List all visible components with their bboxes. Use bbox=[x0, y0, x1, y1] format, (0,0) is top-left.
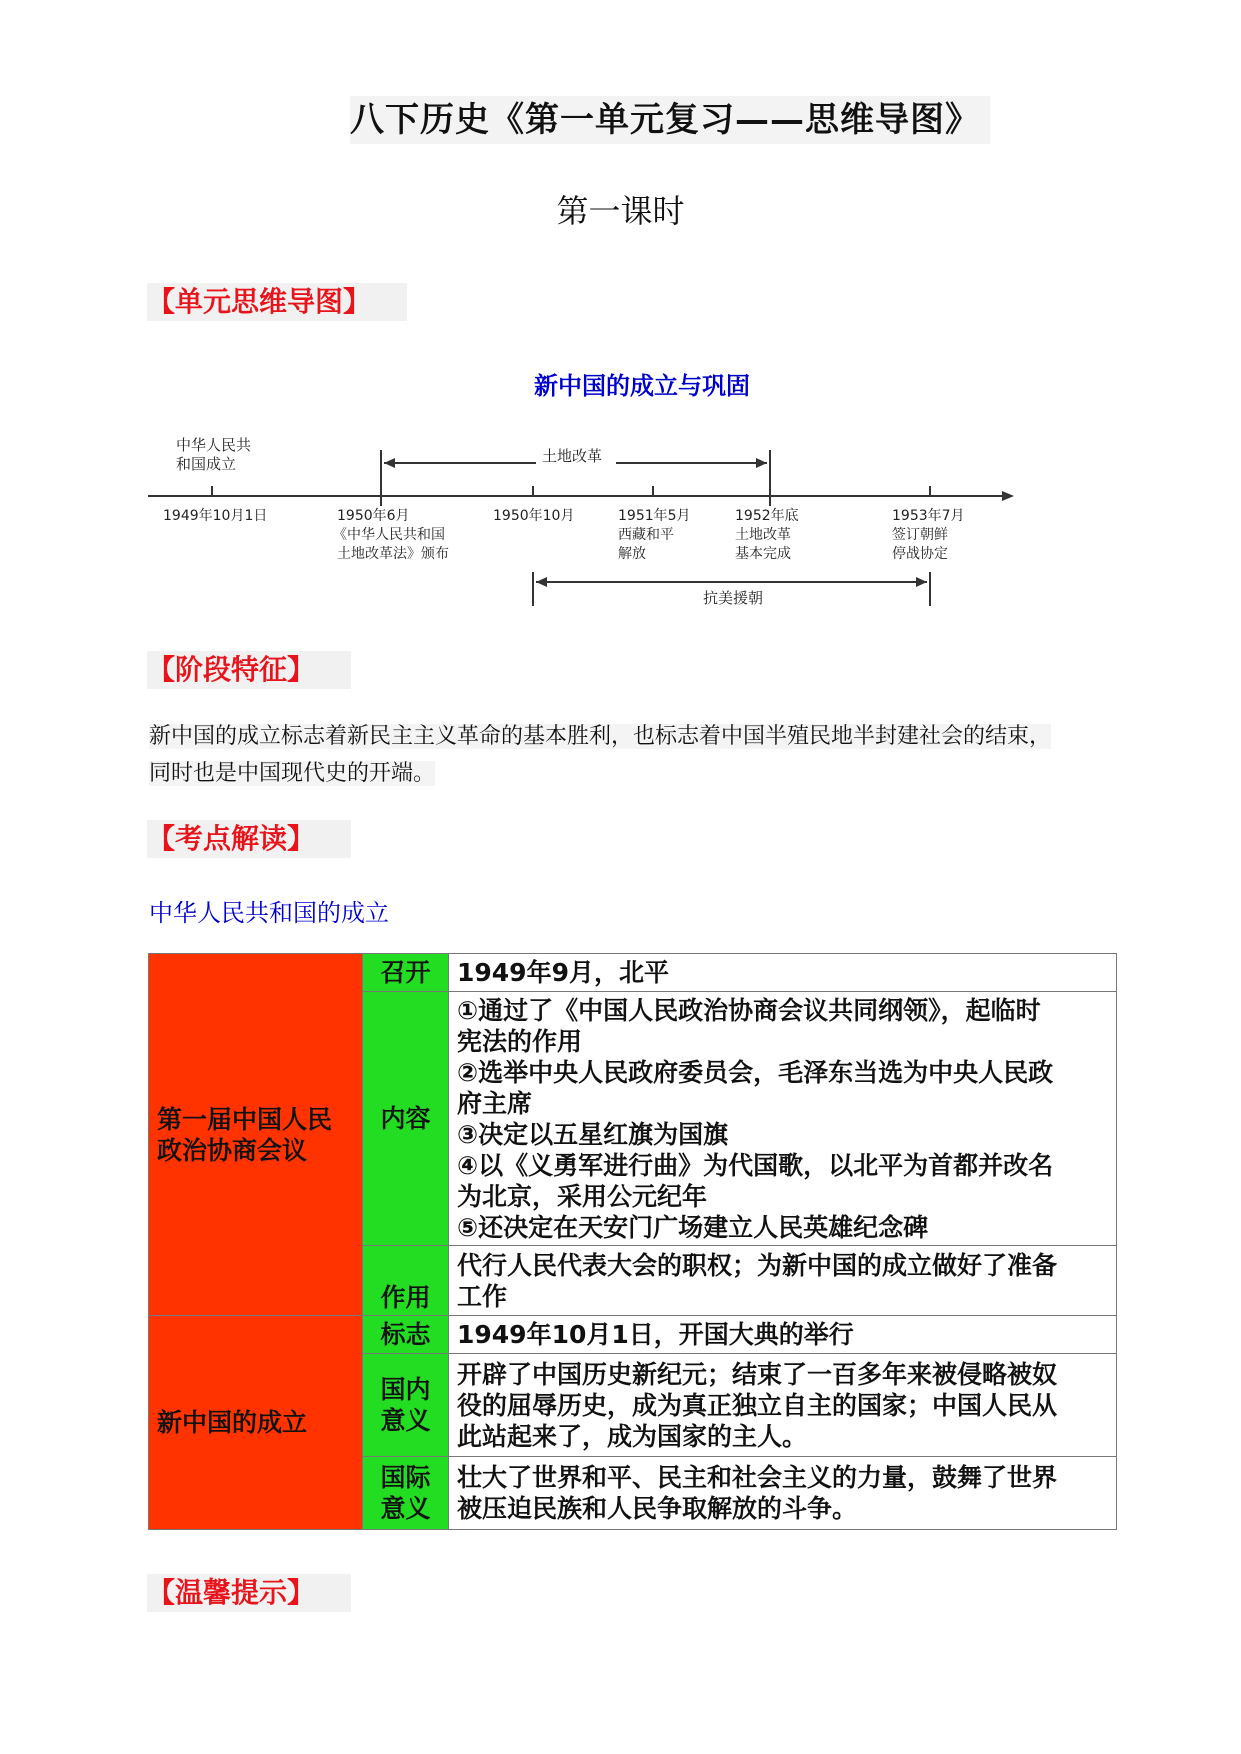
intl-value bbox=[449, 1457, 1117, 1530]
intl-line: 壮大了世界和平、民主和社会主义的力量，鼓舞了世界 bbox=[457, 1463, 1058, 1492]
event-date: 1950年6月 bbox=[337, 508, 410, 524]
convene-value bbox=[449, 954, 1117, 992]
event-date: 1949年10月1日 bbox=[163, 508, 268, 524]
content-value bbox=[449, 992, 1117, 1246]
role-line: 工作 bbox=[457, 1281, 508, 1311]
domestic-line: 此站起来了，成为国家的主人。 bbox=[457, 1421, 808, 1451]
mark-value bbox=[449, 1316, 1117, 1354]
intl-key-line: 意义 bbox=[380, 1494, 431, 1523]
intl-key bbox=[363, 1457, 449, 1530]
event-desc: 基本完成 bbox=[735, 546, 791, 562]
content-line: ⑤还决定在天安门广场建立人民英雄纪念碑 bbox=[457, 1212, 929, 1242]
content-key: 内容 bbox=[363, 992, 449, 1246]
page-title: 八下历史《第一单元复习——思维导图》 bbox=[350, 96, 990, 144]
event-date: 1952年底 bbox=[735, 508, 799, 524]
prc-founding-table bbox=[148, 953, 1117, 1530]
section-features: 【阶段特征】 bbox=[147, 651, 351, 689]
event-desc: 土地改革法》颁布 bbox=[337, 546, 449, 562]
role-value bbox=[449, 1246, 1117, 1316]
timeline-title: 新中国的成立与巩固 bbox=[534, 371, 750, 400]
founding-label-2: 和国成立 bbox=[176, 455, 237, 473]
role-line: 代行人民代表大会的职权；为新中国的成立做好了准备 bbox=[457, 1250, 1058, 1280]
features-line-2: 同时也是中国现代史的开端。 bbox=[149, 761, 436, 786]
content-line: 府主席 bbox=[457, 1088, 533, 1118]
role-key: 作用 bbox=[363, 1246, 449, 1316]
new-china-label-cell bbox=[149, 1316, 363, 1530]
intl-key-line: 国际 bbox=[380, 1463, 431, 1492]
event-date: 1950年10月 bbox=[493, 508, 575, 524]
domestic-line: 役的屈辱历史，成为真正独立自主的国家；中国人民从 bbox=[457, 1390, 1058, 1420]
range-land-reform-arrow-left bbox=[384, 458, 395, 468]
points-heading: 中华人民共和国的成立 bbox=[149, 899, 389, 927]
content-line: 为北京，采用公元纪年 bbox=[457, 1181, 708, 1211]
event-desc: 西藏和平 bbox=[618, 527, 674, 543]
intl-line: 被压迫民族和人民争取解放的斗争。 bbox=[457, 1494, 858, 1523]
cppcc-label-line: 政治协商会议 bbox=[157, 1135, 308, 1165]
event-desc: 停战协定 bbox=[892, 546, 948, 562]
event-date: 1953年7月 bbox=[892, 508, 965, 524]
section-points: 【考点解读】 bbox=[147, 820, 351, 858]
event-desc: 土地改革 bbox=[735, 527, 791, 543]
range-resist-us-arrow-left bbox=[536, 577, 547, 587]
new-china-label: 新中国的成立 bbox=[157, 1408, 308, 1437]
domestic-value bbox=[449, 1354, 1117, 1457]
features-paragraph bbox=[149, 718, 1149, 792]
cppcc-label-cell bbox=[149, 954, 363, 1316]
domestic-key-line: 国内 bbox=[380, 1375, 431, 1404]
features-line-1: 新中国的成立标志着新民主主义革命的基本胜利，也标志着中国半殖民地半封建社会的结束， bbox=[149, 724, 1052, 749]
domestic-key bbox=[363, 1354, 449, 1457]
mark-key: 标志 bbox=[363, 1316, 449, 1354]
content-line: ④以《义勇军进行曲》为代国歌，以北平为首都并改名 bbox=[457, 1150, 1054, 1180]
event-desc: 签订朝鲜 bbox=[892, 527, 948, 543]
cppcc-label-line: 第一届中国人民 bbox=[157, 1104, 333, 1134]
range-resist-us-label: 抗美援朝 bbox=[702, 589, 764, 607]
convene-key: 召开 bbox=[363, 954, 449, 992]
range-land-reform-arrow-right bbox=[756, 458, 767, 468]
section-mindmap: 【单元思维导图】 bbox=[147, 283, 407, 321]
domestic-key-line: 意义 bbox=[380, 1406, 431, 1435]
content-line: ③决定以五星红旗为国旗 bbox=[457, 1119, 729, 1149]
range-land-reform-label: 土地改革 bbox=[541, 447, 603, 465]
content-line: 宪法的作用 bbox=[457, 1026, 583, 1056]
event-date: 1951年5月 bbox=[618, 508, 691, 524]
timeline-diagram bbox=[0, 420, 1241, 620]
range-resist-us-arrow-right bbox=[916, 577, 927, 587]
event-desc: 解放 bbox=[618, 546, 646, 562]
founding-label-1: 中华人民共 bbox=[176, 436, 252, 454]
page-subtitle: 第一课时 bbox=[556, 192, 685, 230]
content-line: ②选举中央人民政府委员会，毛泽东当选为中央人民政 bbox=[457, 1057, 1054, 1087]
domestic-line: 开辟了中国历史新纪元；结束了一百多年来被侵略被奴 bbox=[457, 1359, 1058, 1389]
convene-line: 1949年9月，北平 bbox=[457, 958, 669, 987]
mark-line: 1949年10月1日，开国大典的举行 bbox=[457, 1320, 854, 1349]
event-desc: 《中华人民共和国 bbox=[333, 527, 445, 543]
timeline-axis-arrow bbox=[1002, 491, 1014, 501]
content-line: ①通过了《中国人民政治协商会议共同纲领》，起临时 bbox=[457, 995, 1041, 1025]
section-tips: 【温馨提示】 bbox=[147, 1574, 351, 1612]
